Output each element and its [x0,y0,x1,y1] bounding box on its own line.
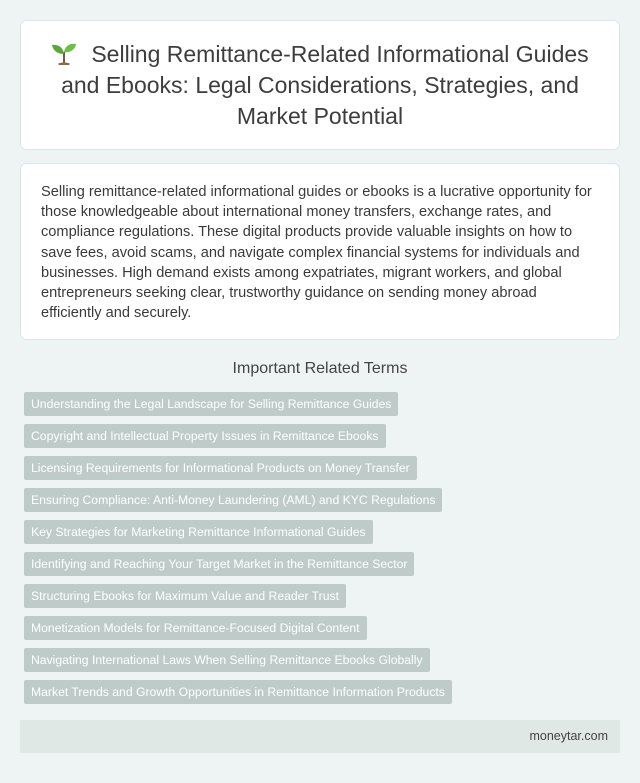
related-term-tag[interactable]: Identifying and Reaching Your Target Market in the Remittance Sector [24,552,414,576]
sprout-icon [51,41,77,65]
related-term-tag[interactable]: Navigating International Laws When Selling Remittance Ebooks Globally [24,648,430,672]
related-term-tag[interactable]: Ensuring Compliance: Anti-Money Laundering (AML) and KYC Regulations [24,488,442,512]
related-term-tag[interactable]: Structuring Ebooks for Maximum Value and Reader Trust [24,584,346,608]
related-term-tag[interactable]: Copyright and Intellectual Property Issues in Remittance Ebooks [24,424,386,448]
related-term-tag[interactable]: Licensing Requirements for Informational Products on Money Transfer [24,456,417,480]
related-term-tag[interactable]: Monetization Models for Remittance-Focused Digital Content [24,616,367,640]
related-terms-heading: Important Related Terms [232,360,408,377]
title-card [20,20,620,150]
footer-site-link[interactable]: moneytar.com [529,729,608,743]
related-term-tag[interactable]: Market Trends and Growth Opportunities in Remittance Information Products [24,680,452,704]
page-title-text: Selling Remittance-Related Informational Guides and Ebooks: Legal Considerations, Strategies, and Market Potential [61,40,589,129]
related-term-tag[interactable]: Key Strategies for Marketing Remittance Informational Guides [24,520,373,544]
footer [20,720,620,753]
related-term-tag[interactable]: Understanding the Legal Landscape for Selling Remittance Guides [24,392,398,416]
intro-paragraph: Selling remittance-related informational guides or ebooks is a lucrative opportunity for those knowledgeable about international money transfers, exchange rates, and compliance regulations. These digital products provide valuable insights on how to save fees, avoid scams, and navigate complex financial systems for individuals and businesses. High demand exists among expatriates, migrant workers, and global entrepreneurs seeking clear, trustworthy guidance on sending money abroad efficiently and securely. [41,184,592,322]
page-title [51,39,589,132]
intro-card [20,163,620,340]
related-terms-list [24,392,624,712]
